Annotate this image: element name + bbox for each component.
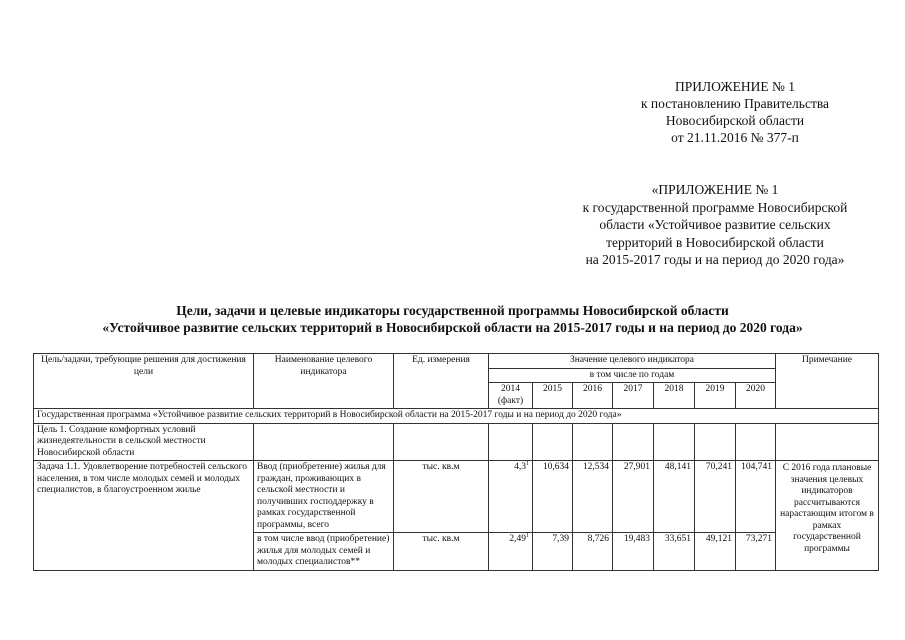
value-cell: 12,534 bbox=[573, 461, 613, 533]
header-year-fact: (факт) bbox=[497, 395, 524, 406]
indicator-cell: в том числе ввод (приобретение) жилья для молодых семей и молодых специалистов** bbox=[254, 533, 394, 571]
program-appendix-line: области «Устойчивое развитие сельских bbox=[599, 217, 831, 232]
empty-cell bbox=[254, 423, 394, 461]
decree-appendix-line: Новосибирской области bbox=[665, 113, 805, 128]
header-note: Примечание bbox=[776, 354, 879, 409]
header-year: 2018 bbox=[654, 383, 695, 409]
program-appendix-header bbox=[555, 181, 875, 269]
program-row bbox=[34, 409, 879, 424]
header-indicator: Наименование целевого индикатора bbox=[254, 354, 394, 409]
indicator-cell: Ввод (приобретение) жилья для граждан, проживающих в сельской местности и получивших господдержку в рамках государственной программы, всего bbox=[254, 461, 394, 533]
value-cell: 49,121 bbox=[695, 533, 736, 571]
decree-appendix-date: от 21.11.2016 № 377-п bbox=[671, 130, 799, 145]
table-row bbox=[34, 461, 879, 533]
value-cell-2014 bbox=[489, 461, 533, 533]
empty-cell bbox=[533, 423, 573, 461]
footnote-mark: 1 bbox=[526, 532, 529, 539]
unit-cell: тыс. кв.м bbox=[394, 533, 489, 571]
header-value: Значение целевого индикатора bbox=[489, 354, 776, 369]
unit-cell: тыс. кв.м bbox=[394, 461, 489, 533]
empty-cell bbox=[695, 423, 736, 461]
header-year: 2020 bbox=[736, 383, 776, 409]
value-cell: 19,483 bbox=[613, 533, 654, 571]
value-cell: 70,241 bbox=[695, 461, 736, 533]
header-year: 2019 bbox=[695, 383, 736, 409]
value-cell: 33,651 bbox=[654, 533, 695, 571]
program-appendix-line: на 2015-2017 годы и на период до 2020 года» bbox=[585, 252, 845, 267]
header-year: 2017 bbox=[613, 383, 654, 409]
value-cell: 7,39 bbox=[533, 533, 573, 571]
footnote-mark: 1 bbox=[526, 460, 529, 467]
header-year: 2015 bbox=[533, 383, 573, 409]
goal-cell: Цель 1. Создание комфортных условий жизнедеятельности в сельской местности Новосибирской области bbox=[34, 423, 254, 461]
decree-appendix-header bbox=[590, 78, 880, 146]
indicators-table bbox=[33, 353, 879, 571]
value-cell: 27,901 bbox=[613, 461, 654, 533]
goal-row bbox=[34, 423, 879, 461]
empty-cell bbox=[394, 423, 489, 461]
header-goal: Цель/задачи, требующие решения для достижения цели bbox=[34, 354, 254, 409]
value-cell: 73,271 bbox=[736, 533, 776, 571]
header-unit: Ед. измерения bbox=[394, 354, 489, 409]
decree-appendix-line: к постановлению Правительства bbox=[640, 96, 830, 111]
value-cell-2014 bbox=[489, 533, 533, 571]
value-2014: 2,49 bbox=[509, 534, 526, 544]
program-appendix-line: территорий в Новосибирской области bbox=[606, 234, 824, 250]
empty-cell bbox=[654, 423, 695, 461]
program-appendix-line: «ПРИЛОЖЕНИЕ № 1 bbox=[651, 182, 779, 197]
empty-cell bbox=[613, 423, 654, 461]
note-cell: С 2016 года плановые значения целевых индикаторов рассчитываются нарастающим итогом в рамках государственной программы bbox=[776, 461, 879, 571]
value-cell: 8,726 bbox=[573, 533, 613, 571]
header-year: 2014 bbox=[501, 384, 520, 394]
header-year-2014 bbox=[489, 383, 533, 409]
empty-cell bbox=[736, 423, 776, 461]
value-cell: 48,141 bbox=[654, 461, 695, 533]
value-cell: 10,634 bbox=[533, 461, 573, 533]
program-appendix-line: к государственной программе Новосибирской bbox=[582, 199, 848, 215]
table-header-row bbox=[34, 354, 879, 369]
header-year: 2016 bbox=[573, 383, 613, 409]
document-title-line: Цели, задачи и целевые индикаторы государственной программы Новосибирской области bbox=[176, 303, 729, 318]
value-cell: 104,741 bbox=[736, 461, 776, 533]
task-cell: Задача 1.1. Удовлетворение потребностей сельского населения, в том числе молодых семей и молодых специалистов, в благоустроенном жилье bbox=[34, 461, 254, 571]
header-by-years: в том числе по годам bbox=[489, 368, 776, 383]
empty-cell bbox=[573, 423, 613, 461]
program-row-cell: Государственная программа «Устойчивое развитие сельских территорий в Новосибирской области на 2015-2017 годы и на период до 2020 года» bbox=[34, 409, 879, 424]
document-title-line: «Устойчивое развитие сельских территорий в Новосибирской области на 2015-2017 годы и на период до 2020 года» bbox=[102, 320, 803, 335]
decree-appendix-line: ПРИЛОЖЕНИЕ № 1 bbox=[674, 79, 796, 94]
empty-cell bbox=[776, 423, 879, 461]
empty-cell bbox=[489, 423, 533, 461]
value-2014: 4,3 bbox=[514, 462, 526, 472]
document-title bbox=[0, 302, 905, 336]
